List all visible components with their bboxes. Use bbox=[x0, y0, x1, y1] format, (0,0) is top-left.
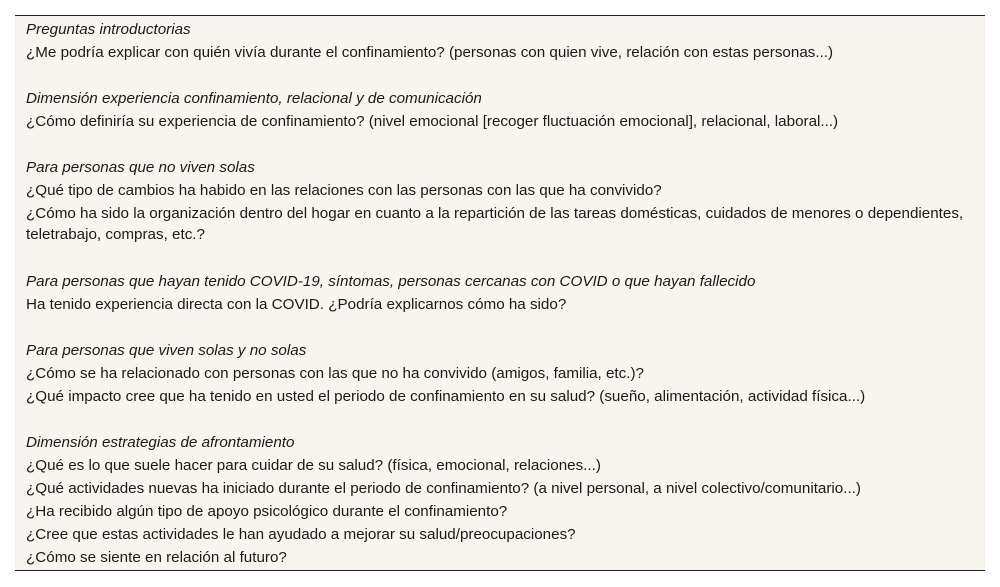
section-heading-experience: Dimensión experiencia confinamiento, relacional y de comunicación bbox=[26, 90, 482, 107]
question-item: ¿Qué es lo que suele hacer para cuidar de su salud? (física, emocional, relaciones...) bbox=[26, 457, 601, 474]
section-heading-covid: Para personas que hayan tenido COVID-19, síntomas, personas cercanas con COVID o que hayan fallecido bbox=[26, 273, 756, 290]
section-spacer bbox=[26, 133, 977, 156]
question-item: ¿Qué actividades nuevas ha iniciado durante el periodo de confinamiento? (a nivel personal, a nivel colectivo/comunitario...) bbox=[26, 480, 861, 497]
question-item: Ha tenido experiencia directa con la COVID. ¿Podría explicarnos cómo ha sido? bbox=[26, 296, 567, 313]
section-spacer bbox=[26, 408, 977, 431]
section-heading-alone-and-not-alone: Para personas que viven solas y no solas bbox=[26, 342, 307, 359]
section-spacer bbox=[26, 316, 977, 339]
question-item: ¿Me podría explicar con quién vivía durante el confinamiento? (personas con quien vive, relación con estas personas...) bbox=[26, 44, 834, 61]
section-heading-not-living-alone: Para personas que no viven solas bbox=[26, 159, 255, 176]
section-spacer bbox=[26, 64, 977, 87]
question-item: ¿Qué impacto cree que ha tenido en usted el periodo de confinamiento en su salud? (sueño, alimentación, actividad física...) bbox=[26, 388, 866, 405]
question-item: ¿Cómo definiría su experiencia de confinamiento? (nivel emocional [recoger fluctuación emocional], relacional, laboral...) bbox=[26, 113, 839, 130]
question-item: ¿Cómo se siente en relación al futuro? bbox=[26, 549, 287, 566]
section-heading-introductory: Preguntas introductorias bbox=[26, 21, 191, 38]
section-spacer bbox=[26, 247, 977, 270]
section-heading-coping-strategies: Dimensión estrategias de afrontamiento bbox=[26, 434, 295, 451]
question-item: ¿Ha recibido algún tipo de apoyo psicológico durante el confinamiento? bbox=[26, 503, 508, 520]
interview-guide-table bbox=[15, 15, 985, 571]
question-item: ¿Qué tipo de cambios ha habido en las relaciones con las personas con las que ha convivido? bbox=[26, 182, 662, 199]
question-item: ¿Cómo ha sido la organización dentro del hogar en cuanto a la repartición de las tareas domésticas, cuidados de menores o dependientes, teletrabajo, compras, etc.? bbox=[26, 205, 964, 243]
question-item: ¿Cómo se ha relacionado con personas con las que no ha convivido (amigos, familia, etc.)? bbox=[26, 365, 644, 382]
question-item: ¿Cree que estas actividades le han ayudado a mejorar su salud/preocupaciones? bbox=[26, 526, 576, 543]
table-content bbox=[26, 18, 977, 569]
